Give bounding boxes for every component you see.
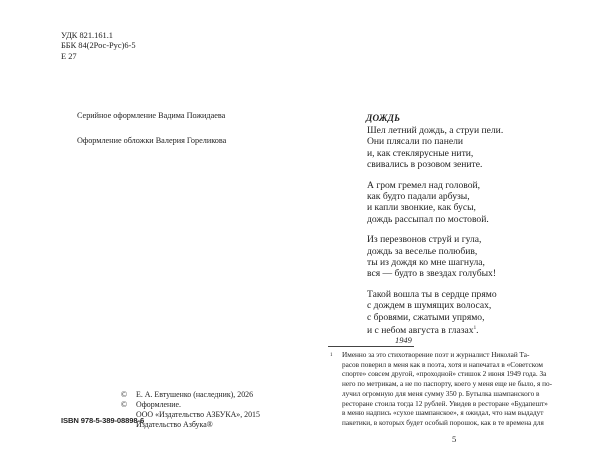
copyright-text: Е. А. Евтушенко (наследник), 2026 — [136, 390, 254, 399]
copyright-symbol: © — [121, 400, 127, 409]
copyright-text: ООО «Издательство АЗБУКА», 2015 — [136, 410, 260, 419]
poem-year: 1949 — [395, 336, 412, 345]
poem-line: дождь рассыпал по мостовой. — [367, 213, 489, 225]
poem-title: ДОЖДЬ — [366, 113, 401, 123]
poem-line: Из перезвонов струй и гула, — [367, 234, 482, 246]
poem-line: ты из дождя ко мне шагнула, — [367, 257, 485, 269]
poem-line: дождь за веселье полюбив, — [367, 245, 478, 257]
footnote-reference[interactable]: 1 — [473, 326, 477, 332]
copyright-row — [121, 400, 260, 410]
udc-line: УДК 821.161.1 — [61, 31, 113, 40]
stanza — [367, 125, 503, 171]
footnote-line: в меню надпись «сухое шампанское», я ожидал, что нам выдадут — [342, 409, 544, 418]
poem-line: и с небом августа в глазах — [367, 325, 474, 337]
copyright-text: Издательство Азбука® — [136, 420, 213, 429]
footnote-divider — [328, 346, 414, 347]
udc-block — [61, 31, 136, 62]
poem-line: с дождем в шумящих волосах, — [367, 300, 492, 312]
author-mark-line: Е 27 — [61, 51, 77, 61]
series-design-credit: Серийное оформление Вадима Пожидаева — [77, 111, 226, 120]
copyright-row — [121, 390, 260, 400]
poem-line: Шел летний дождь, а струи пели. — [367, 125, 504, 136]
cover-design-credit: Оформление обложки Валерия Гореликова — [77, 136, 227, 145]
page-number: 5 — [452, 434, 457, 444]
right-page — [304, 0, 608, 476]
footnote-line: Именно за это стихотворение поэт и журналист Николай Та- — [342, 351, 530, 359]
isbn: ISBN 978-5-389-08898-6 — [61, 416, 145, 425]
poem-line: вся — будто в звездах голубых! — [367, 268, 497, 280]
footnote — [330, 351, 575, 429]
stanza — [367, 234, 503, 280]
poem-line: Такой вошла ты в сердце прямо — [367, 288, 497, 300]
poem-line: свивались в розовом зените. — [367, 159, 483, 171]
stanza — [367, 289, 503, 337]
copyright-text: Оформление. — [136, 400, 181, 409]
poem-body — [367, 125, 503, 346]
footnote-line: спорте» совсем другой, «проходной» стишок 2 июня 1949 года. За — [342, 370, 547, 379]
poem-line: и, как стеклярусные нити, — [367, 147, 474, 159]
poem-line: с бровями, сжатыми упрямо, — [367, 311, 485, 323]
footnote-line: пакетики, в которых будет особый порошок, как в те времена для — [342, 418, 544, 427]
copyright-symbol: © — [121, 390, 127, 399]
poem-line: А гром гремел над головой, — [367, 179, 481, 191]
stanza — [367, 180, 503, 226]
poem-line: и капли звонкие, как бусы, — [367, 202, 476, 214]
bbk-line: ББК 84(2Рос-Рус)6-5 — [61, 41, 136, 51]
footnote-line: ресторане стоила тогда 12 рублей. Увидев в ресторане «Будапешт» — [342, 399, 548, 408]
footnote-line: лучил огромную для меня сумму 350 р. Бутылка шампанского в — [342, 389, 540, 398]
footnote-mark: 1 — [330, 353, 333, 358]
footnote-line: него по метрикам, а не по паспорту, коего у меня еще не было, я по- — [342, 380, 553, 389]
poem-line: Они плясали по панели — [367, 136, 464, 148]
poem-line: как будто падали арбузы, — [367, 191, 470, 203]
poem-line-with-note: и с небом августа в глазах$^1$. — [367, 325, 479, 337]
footnote-line: расов поверил в меня как в поэта, хотя и напечатал в «Советском — [342, 360, 544, 369]
